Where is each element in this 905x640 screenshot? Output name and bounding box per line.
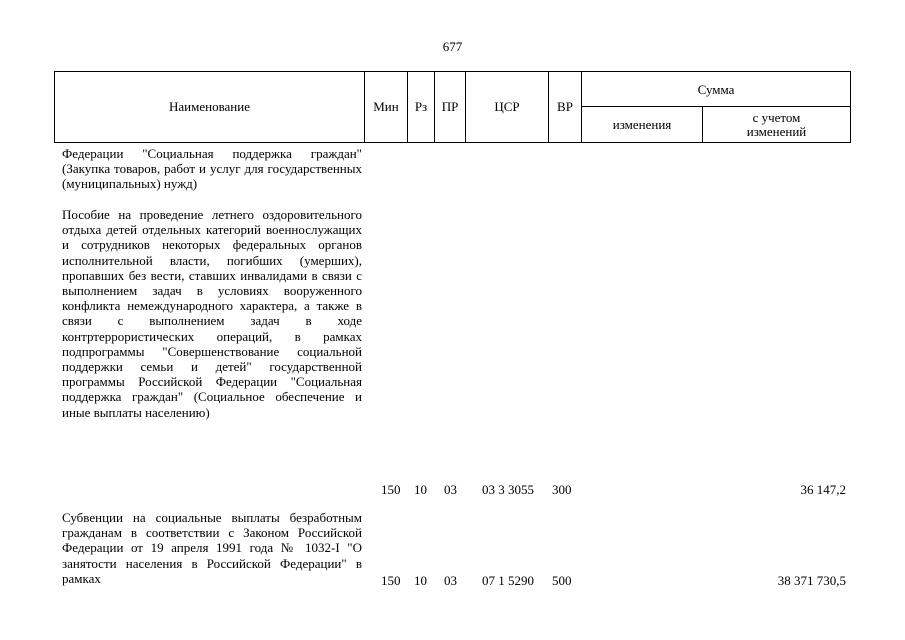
row-amount: 38 371 730,5 — [777, 573, 846, 588]
row-min: 150 — [381, 482, 401, 497]
row-name-text: Субвенции на социальные выплаты безработным гражданам в соответствии с Законом Российской Федерации от 19 апреля 1991 года № 1032-I "О занятости населения в Российской Федерации" в рамках — [62, 510, 362, 586]
row-pr: 03 — [444, 482, 457, 497]
header-label-name: Наименование — [169, 99, 250, 114]
row-name-text: Пособие на проведение летнего оздоровительного отдыха детей отдельных категорий военнослужащих и сотрудников некоторых федеральных органов исполнительной власти, погибших (умерших), пропавших без вести, ставших инвалидами в связи с выполнением задач в условиях вооруженного конфликта немеждународного характера, а также в связи с выполнением задач в ходе контртеррористических операций, в рамках подпрограммы "Совершенствование социальной поддержки семьи и детей" государственной программы Российской Федерации "Социальная поддержка граждан" (Социальное обеспечение и иные выплаты населению) — [62, 207, 362, 420]
header-label-csr: ЦСР — [494, 99, 520, 114]
row-name-text: Федерации "Социальная поддержка граждан" (Закупка товаров, работ и услуг для государственных (муниципальных) нужд) — [62, 146, 362, 192]
header-label-s-uchetom-2: изменений — [746, 124, 807, 139]
header-label-min: Мин — [373, 99, 399, 114]
row-min: 150 — [381, 573, 401, 588]
row-amount: 36 147,2 — [800, 482, 846, 497]
row-rz: 10 — [414, 482, 427, 497]
page-number: 677 — [442, 39, 463, 54]
header-label-s-uchetom-1: с учетом — [752, 110, 801, 125]
row-vr: 300 — [552, 482, 572, 497]
row-vr: 500 — [552, 573, 572, 588]
row-csr: 07 1 5290 — [482, 573, 534, 588]
header-label-rz: Рз — [414, 99, 428, 114]
row-csr: 03 3 3055 — [482, 482, 534, 497]
header-label-vr: ВР — [557, 99, 573, 114]
header-label-pr: ПР — [441, 99, 459, 114]
header-label-izmeneniya: изменения — [612, 117, 672, 132]
row-rz: 10 — [414, 573, 427, 588]
row-pr: 03 — [444, 573, 457, 588]
header-label-summa: Сумма — [697, 82, 735, 97]
